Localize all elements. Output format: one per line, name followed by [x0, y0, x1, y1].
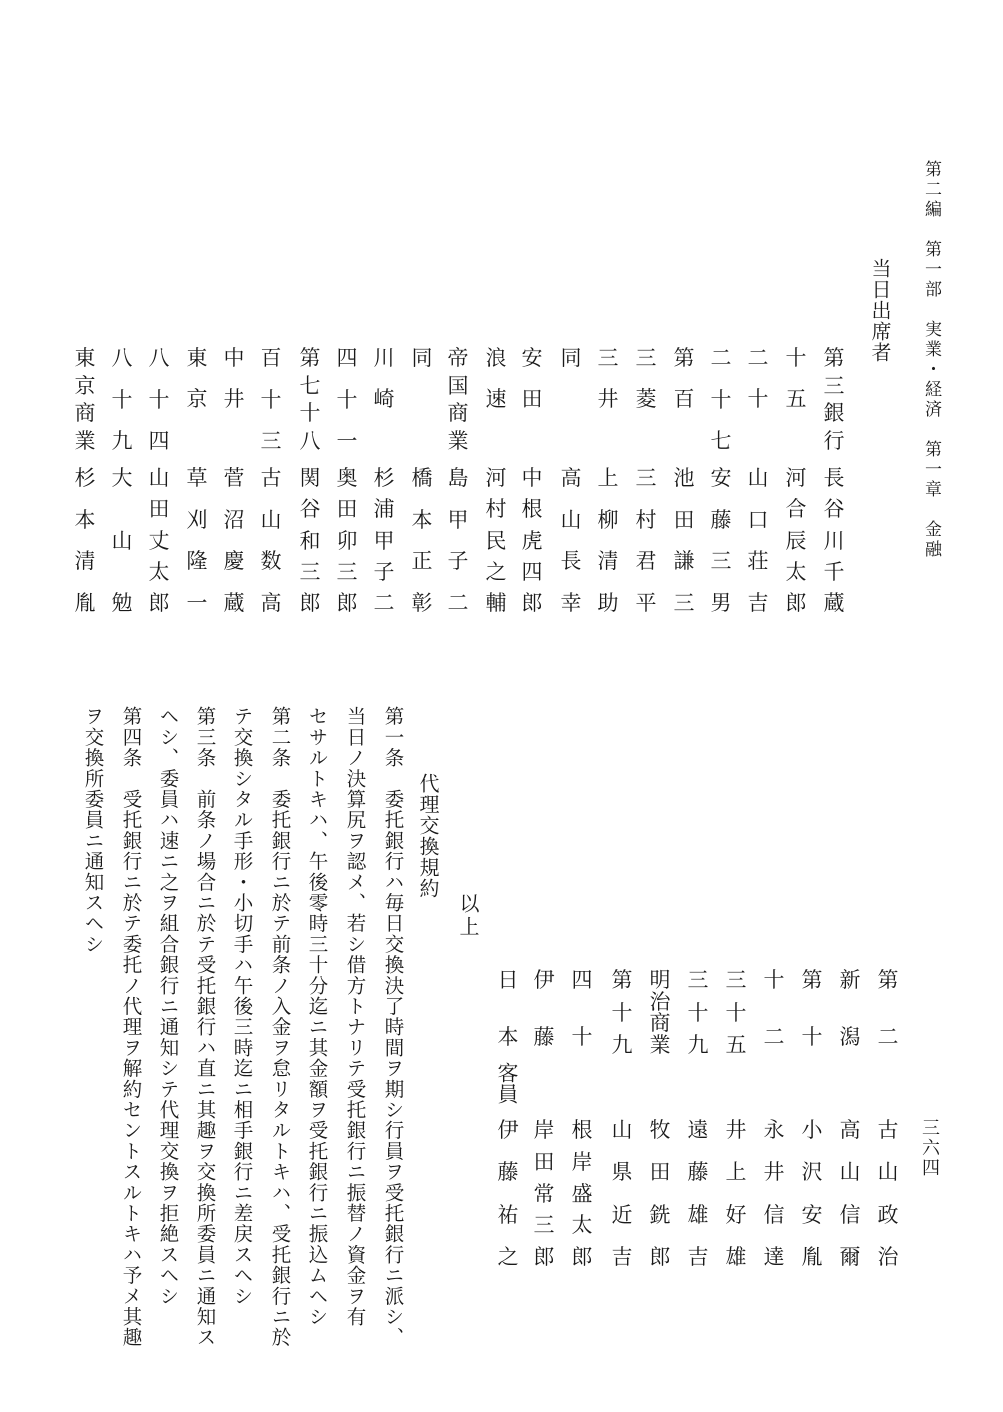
bank-name: 明 治 商 業: [649, 968, 671, 1057]
attendee-name: 小 沢 安 胤: [801, 1118, 823, 1269]
bank-name: 四 十: [571, 968, 593, 1049]
attendee-name: 根 岸 盛 太 郎: [571, 1118, 593, 1269]
bank-name: 第 十 九: [611, 968, 633, 1057]
attendee-name: 杉 浦 甲 子 二: [373, 466, 395, 615]
attendee-name: 古 山 政 治: [877, 1118, 899, 1269]
bank-name: 第 十: [801, 968, 823, 1049]
attendee-name: 河 合 辰 太 郎: [785, 466, 807, 615]
bank-name: 二 十 七: [710, 346, 732, 453]
bank-name: 同: [560, 346, 582, 370]
bank-name: 同: [411, 346, 433, 370]
bank-name: 伊 藤: [533, 968, 555, 1049]
bank-name: 三 菱: [635, 346, 657, 411]
bank-name: 日 本: [497, 968, 519, 1049]
regulation-line: 第二条 委托銀行ニ於テ前条ノ入金ヲ怠リタルトキハ、受托銀行ニ於: [268, 706, 292, 1348]
bank-name: 第 三 銀 行: [823, 346, 845, 453]
attendees-heading: 当日出席者: [868, 258, 892, 363]
bank-name: 新 潟: [839, 968, 861, 1049]
bank-name: 三 井: [597, 346, 619, 411]
attendee-name: 岸 田 常 三 郎: [533, 1118, 555, 1269]
bank-name: 三 十 九: [687, 968, 709, 1057]
attendee-name: 中 根 虎 四 郎: [521, 466, 543, 615]
bank-name: 四 十 一: [336, 346, 358, 453]
attendee-name: 牧 田 銑 郎: [649, 1118, 671, 1269]
running-header: 第二編 第一部 実業・経済 第一章 金融: [921, 160, 941, 560]
attendee-name: 河 村 民 之 輔: [485, 466, 507, 615]
bank-name: 川 崎: [373, 346, 395, 411]
regulations-title: 代理交換規約: [416, 773, 440, 899]
bank-name: 十 二: [763, 968, 785, 1049]
attendee-name: 高 山 信 爾: [839, 1118, 861, 1269]
attendee-name: 上 柳 清 助: [597, 466, 619, 615]
regulation-line: ヘシ、委員ハ速ニ之ヲ組合銀行ニ通知シテ代理交換ヲ拒絶スヘシ: [156, 706, 180, 1307]
bank-name: 八 十 四: [148, 346, 170, 453]
attendee-name: 長 谷 川 千 蔵: [823, 466, 845, 615]
bank-name: 二 十: [747, 346, 769, 411]
regulation-line: 第四条 受托銀行ニ於テ委托ノ代理ヲ解約セントスルトキハ予メ其趣: [119, 706, 143, 1348]
bank-name: 第 二: [877, 968, 899, 1049]
attendee-name: 草 刈 隆 一: [186, 466, 208, 615]
regulation-line: 第三条 前条ノ場合ニ於テ受托銀行ハ直ニ其趣ヲ交換所委員ニ通知ス: [193, 706, 217, 1348]
bank-name: 浪 速: [485, 346, 507, 411]
attendee-name: 山 田 丈 太 郎: [148, 466, 170, 615]
attendee-name: 島 甲 子 二: [447, 466, 469, 615]
bank-name: 中 井: [223, 346, 245, 411]
attendee-name: 奥 田 卯 三 郎: [336, 466, 358, 615]
closing-mark: 以上: [456, 893, 480, 939]
attendee-name: 遠 藤 雄 吉: [687, 1118, 709, 1269]
bank-name: 安 田: [521, 346, 543, 411]
attendee-name: 古 山 数 高: [260, 466, 282, 615]
bank-name: 十 五: [785, 346, 807, 411]
bank-name: 第 七 十 八: [299, 346, 321, 453]
bank-name: 東 京: [186, 346, 208, 411]
guest-note: 客員: [495, 1062, 519, 1104]
bank-name: 帝 国 商 業: [447, 346, 469, 453]
attendee-name: 菅 沼 慶 蔵: [223, 466, 245, 615]
attendee-name: 安 藤 三 男: [710, 466, 732, 615]
bank-name: 東 京 商 業: [74, 346, 96, 453]
bank-name: 百 十 三: [260, 346, 282, 453]
attendee-name: 山 県 近 吉: [611, 1118, 633, 1269]
regulation-line: セサルトキハ、午後零時三十分迄ニ其金額ヲ受托銀行ニ振込ムヘシ: [305, 706, 329, 1327]
attendee-name: 池 田 謙 三: [673, 466, 695, 615]
attendee-name: 関 谷 和 三 郎: [299, 466, 321, 615]
attendee-name: 井 上 好 雄: [725, 1118, 747, 1269]
attendee-name: 永 井 信 達: [763, 1118, 785, 1269]
attendee-name: 橋 本 正 彰: [411, 466, 433, 615]
attendee-name: 杉 本 清 胤: [74, 466, 96, 615]
attendee-name: 三 村 君 平: [635, 466, 657, 615]
regulation-line: テ交換シタル手形・小切手ハ午後三時迄ニ相手銀行ニ差戻スヘシ: [230, 706, 254, 1307]
bank-name: 三 十 五: [725, 968, 747, 1057]
attendee-name: 山 口 荘 吉: [747, 466, 769, 615]
regulation-line: 第一条 委托銀行ハ毎日交換決了時間ヲ期シ行員ヲ受托銀行ニ派シ、: [381, 706, 405, 1348]
regulation-line: 当日ノ決算尻ヲ認メ、若シ借方トナリテ受托銀行ニ振替ノ資金ヲ有: [343, 706, 367, 1327]
attendee-name: 高 山 長 幸: [560, 466, 582, 615]
attendee-name: 伊 藤 祐 之: [497, 1118, 519, 1269]
regulation-line: ヲ交換所委員ニ通知スヘシ: [81, 706, 105, 955]
bank-name: 第 百: [673, 346, 695, 411]
page-number: 三六四: [919, 1118, 940, 1178]
attendee-name: 大 山 勉: [111, 466, 133, 615]
bank-name: 八 十 九: [111, 346, 133, 453]
